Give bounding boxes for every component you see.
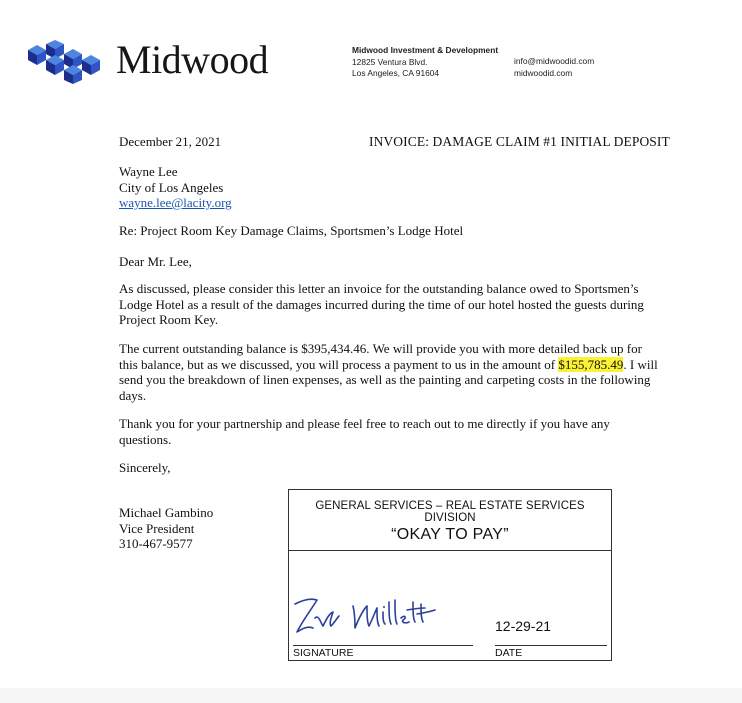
address-line-1: 12825 Ventura Blvd.	[352, 56, 428, 67]
paragraph-balance	[119, 341, 659, 403]
company-contact	[514, 56, 594, 79]
signer-name: Michael Gambino	[119, 505, 214, 520]
payment-amount: $155,785.49	[558, 356, 624, 372]
midwood-logo-icon	[28, 40, 108, 84]
company-name: Midwood Investment & Development	[352, 45, 499, 55]
address-line-2: Los Angeles, CA 91604	[352, 68, 440, 78]
signer-title: Vice President	[119, 520, 195, 536]
approval-date: 12-29-21	[495, 618, 552, 634]
page-footer-band	[0, 688, 742, 703]
subject-line: Re: Project Room Key Damage Claims, Sportsmen’s Lodge Hotel	[119, 223, 464, 238]
company-address	[352, 45, 498, 80]
stamp-divider	[289, 550, 611, 551]
invoice-title: INVOICE: DAMAGE CLAIM #1 INITIAL DEPOSIT	[369, 134, 670, 149]
stamp-approval: “OKAY TO PAY”	[391, 526, 509, 543]
signature-label: SIGNATURE	[293, 647, 354, 659]
closing: Sincerely,	[119, 460, 171, 475]
balance-text: The current outstanding balance is $395,434.46. We will provide you with more detailed back up for this balance, but as we discussed, you will process a payment to us in the amount of	[119, 341, 642, 372]
handwritten-signature	[289, 588, 449, 648]
signer-phone: 310-467-9577	[119, 536, 193, 551]
paragraph-invoice: As discussed, please consider this letter an invoice for the outstanding balance owed to Sportsmen’s Lodge Hotel as a result of the damages incurred during the time of our hotel hosted the guests during Project Room Key.	[119, 281, 644, 327]
paragraph-thanks: Thank you for your partnership and please feel free to reach out to me directly if you have any questions.	[119, 416, 610, 447]
date-label: DATE	[495, 647, 523, 659]
signature-line	[293, 645, 473, 646]
date-line	[495, 645, 607, 646]
signer-block	[119, 505, 213, 552]
recipient-name: Wayne Lee	[119, 164, 178, 179]
approval-stamp	[288, 489, 612, 661]
company-email: info@midwoodid.com	[514, 56, 595, 66]
recipient-email-link[interactable]: wayne.lee@lacity.org	[119, 195, 232, 210]
recipient-org: City of Los Angeles	[119, 179, 224, 195]
salutation: Dear Mr. Lee,	[119, 254, 192, 269]
letter-date: December 21, 2021	[119, 134, 222, 149]
recipient-block	[119, 164, 232, 211]
balance-text-end: . I will send you the breakdown of linen expenses, as well as the painting and carpeting costs in the following days.	[119, 356, 658, 403]
brand-wordmark: Midwood	[116, 37, 269, 82]
company-website: midwoodid.com	[514, 67, 573, 78]
stamp-header: GENERAL SERVICES – REAL ESTATE SERVICES DIVISION	[315, 500, 585, 524]
